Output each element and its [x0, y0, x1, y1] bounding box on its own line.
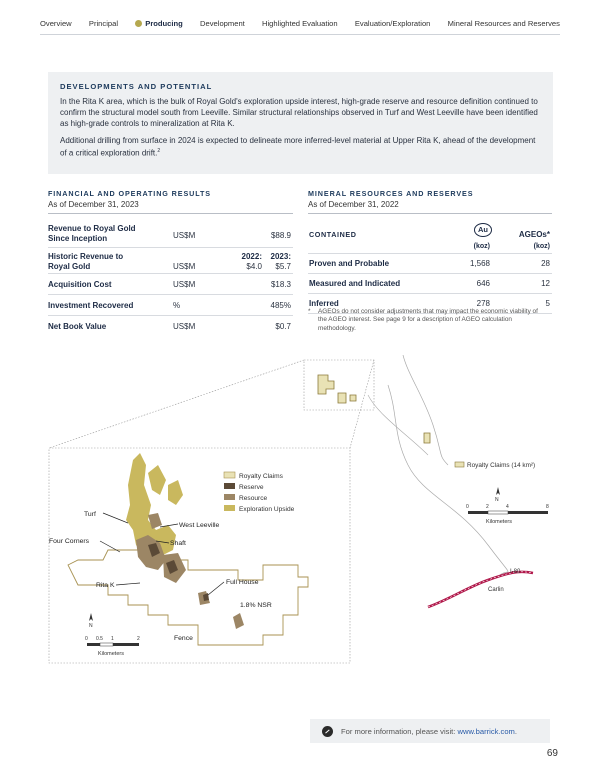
nav-mineral-resources[interactable]: Mineral Resources and Reserves — [447, 18, 560, 28]
row-label — [48, 252, 123, 272]
highway-i80 — [428, 572, 533, 607]
scale-bar-segment — [468, 511, 488, 514]
scale-tick: 1 — [111, 636, 114, 642]
nav-producing-label: Producing — [145, 18, 183, 28]
ageos-header: AGEOs* — [518, 230, 550, 239]
scale-tick: 4 — [506, 504, 509, 510]
page-number: 69 — [546, 748, 558, 759]
link-icon — [322, 726, 333, 737]
scale-bar-segment — [488, 511, 508, 514]
full-house-label: Full House — [226, 579, 259, 586]
table-row — [48, 248, 293, 274]
zoom-line-right — [350, 360, 374, 448]
nav-development[interactable]: Development — [200, 18, 245, 28]
row-label-line2: Since Inception — [48, 234, 108, 243]
north-arrow-icon — [496, 487, 500, 495]
royalty-boundary — [68, 550, 308, 645]
ageo-footnote — [308, 308, 548, 333]
financial-table — [48, 223, 293, 336]
mineral-rule — [308, 213, 552, 214]
zoom-inset-box — [49, 448, 350, 663]
mineral-heading: MINERAL RESOURCES AND RESERVES — [308, 189, 474, 198]
legend-swatch-resource — [224, 494, 235, 500]
year-2022-heading: 2022: — [241, 252, 262, 261]
row-label: Net Book Value — [48, 322, 107, 331]
developments-panel — [48, 72, 553, 174]
fence-label: Fence — [174, 635, 193, 642]
year-2023-heading: 2023: — [270, 252, 291, 261]
royalty-claims-area-label: Royalty Claims (14 km²) — [467, 462, 536, 469]
resource-area — [233, 613, 244, 629]
royalty-claim-shape — [318, 375, 334, 394]
developments-paragraph-1: In the Rita K area, which is the bulk of Royal Gold's exploration upside interest, high-grade reserve and resource definition continued to confirm the structural model south from Leeville. Similar structural relationships observed in Turf and West Leeville have been identified as high-grade controls to mineralization at Rita K. — [60, 97, 538, 129]
au-unit: (koz) — [473, 243, 490, 250]
north-label: N — [89, 623, 93, 629]
row-label — [48, 224, 136, 244]
scale-tick: 0 — [466, 504, 469, 510]
legend-swatch-upside — [224, 505, 235, 511]
carlin-label: Carlin — [488, 587, 504, 593]
i80-label: I-80 — [510, 569, 521, 575]
road-line — [403, 355, 448, 465]
row-label-line1: Historic Revenue to — [48, 252, 124, 261]
row-label: Proven and Probable — [309, 259, 390, 268]
row-unit: US$M — [173, 231, 196, 240]
row-ageo-value: 28 — [541, 259, 550, 268]
scale-units: Kilometers — [486, 519, 512, 525]
legend-reserve-label: Reserve — [239, 484, 264, 491]
four-corners-label: Four Corners — [49, 538, 90, 545]
table-row — [48, 274, 293, 295]
callout-line — [208, 582, 224, 595]
scale-units: Kilometers — [98, 651, 124, 657]
row-label-line2: Royal Gold — [48, 262, 91, 271]
row-ageo-value: 5 — [545, 299, 550, 308]
turf-label: Turf — [84, 511, 96, 518]
north-arrow-icon — [89, 613, 93, 621]
year-2022-value: $4.0 — [246, 262, 262, 271]
table-row — [48, 223, 293, 248]
royalty-claim-shape — [338, 393, 346, 403]
row-label: Investment Recovered — [48, 301, 134, 310]
active-dot-icon — [135, 20, 142, 27]
nav-evaluation-exploration[interactable]: Evaluation/Exploration — [354, 18, 431, 28]
rita-k-label: Rita K — [96, 582, 115, 589]
nav-principal[interactable]: Principal — [88, 18, 119, 28]
shaft-label: Shaft — [170, 540, 186, 547]
row-ageo-value: 12 — [541, 279, 550, 288]
table-row — [48, 295, 293, 316]
contained-header: CONTAINED — [309, 230, 357, 239]
nav-producing[interactable] — [135, 19, 183, 28]
top-nav — [40, 14, 560, 32]
scale-tick: 2 — [137, 636, 140, 642]
scale-bar-segment — [508, 511, 548, 514]
row-unit: US$M — [173, 262, 196, 271]
barrick-link[interactable]: www.barrick.com — [457, 726, 515, 736]
row-label: Inferred — [309, 299, 339, 308]
royalty-claim-shape — [350, 395, 356, 401]
table-row — [48, 316, 293, 336]
nav-highlighted-evaluation[interactable]: Highlighted Evaluation — [262, 18, 338, 28]
developments-paragraph-2 — [60, 135, 541, 159]
more-info-label: For more information, please visit: — [341, 726, 456, 736]
exploration-upside-area — [148, 465, 166, 495]
footnote-star: * — [308, 308, 311, 315]
row-unit: US$M — [173, 280, 196, 289]
row-unit: % — [173, 301, 181, 310]
row-au-value: 278 — [476, 299, 490, 308]
financial-rule — [48, 213, 293, 214]
scale-bar-segment — [113, 643, 139, 646]
row-au-value: 1,568 — [469, 259, 490, 268]
row-label: Measured and Indicated — [309, 279, 401, 288]
table-row — [308, 274, 552, 294]
nav-overview[interactable]: Overview — [40, 18, 72, 28]
mineral-table — [308, 220, 552, 314]
callout-line — [103, 513, 128, 523]
callout-line — [116, 583, 140, 585]
row-value: $18.3 — [270, 280, 291, 289]
legend-resource-label: Resource — [239, 495, 268, 502]
royalty-claim-shape — [424, 433, 430, 443]
footnote-text: AGEOs do not consider adjustments that may impact the economic viability of the AGEO interest. See page 9 for a description of AGEO calculation methodology. — [318, 308, 538, 332]
zoom-line-top — [49, 360, 304, 448]
row-au-value: 646 — [476, 279, 490, 288]
more-info-text — [341, 727, 517, 736]
financial-heading: FINANCIAL AND OPERATING RESULTS — [48, 189, 211, 198]
row-label-line1: Revenue to Royal Gold — [48, 224, 136, 233]
developments-heading: DEVELOPMENTS AND POTENTIAL — [60, 82, 213, 91]
scale-tick: 0.5 — [96, 636, 103, 642]
link-suffix: . — [514, 726, 518, 736]
more-info-bar — [310, 719, 550, 743]
ageos-unit: (koz) — [533, 243, 550, 250]
legend-swatch-reserve — [224, 483, 235, 489]
scale-bar-segment — [87, 643, 100, 646]
row-unit: US$M — [173, 322, 196, 331]
west-leeville-label: West Leeville — [179, 522, 220, 529]
exploration-upside-area — [168, 480, 183, 505]
row-label: Acquisition Cost — [48, 280, 112, 289]
scale-bar-segment — [100, 643, 113, 646]
scale-tick: 8 — [546, 504, 549, 510]
row-value: $0.7 — [275, 322, 291, 331]
table-header-row — [308, 220, 552, 254]
developments-paragraph-2-text: Additional drilling from surface in 2024 is expected to delineate more inferred-level material at Upper Rita K, ahead of the development of a critical exploration drift. — [60, 135, 536, 158]
table-row — [308, 254, 552, 274]
row-value: $88.9 — [270, 231, 291, 240]
financial-asof: As of December 31, 2023 — [48, 200, 139, 209]
property-map — [48, 355, 558, 665]
row-value: $5.7 — [275, 262, 291, 271]
road-line — [368, 395, 428, 455]
mineral-asof: As of December 31, 2022 — [308, 200, 399, 209]
au-badge: Au — [474, 223, 492, 237]
scale-tick: 2 — [486, 504, 489, 510]
nav-divider — [40, 34, 560, 35]
row-value: 485% — [270, 301, 291, 310]
legend-royalty-label: Royalty Claims — [239, 473, 283, 480]
footnote-ref: 2 — [157, 147, 161, 154]
road-line — [388, 385, 508, 577]
nsr-label: 1.8% NSR — [240, 602, 272, 609]
scale-tick: 0 — [85, 636, 88, 642]
legend-swatch-royalty — [224, 472, 235, 478]
legend-upside-label: Exploration Upside — [239, 506, 295, 513]
royalty-legend-swatch — [455, 462, 464, 467]
north-label: N — [495, 497, 499, 503]
